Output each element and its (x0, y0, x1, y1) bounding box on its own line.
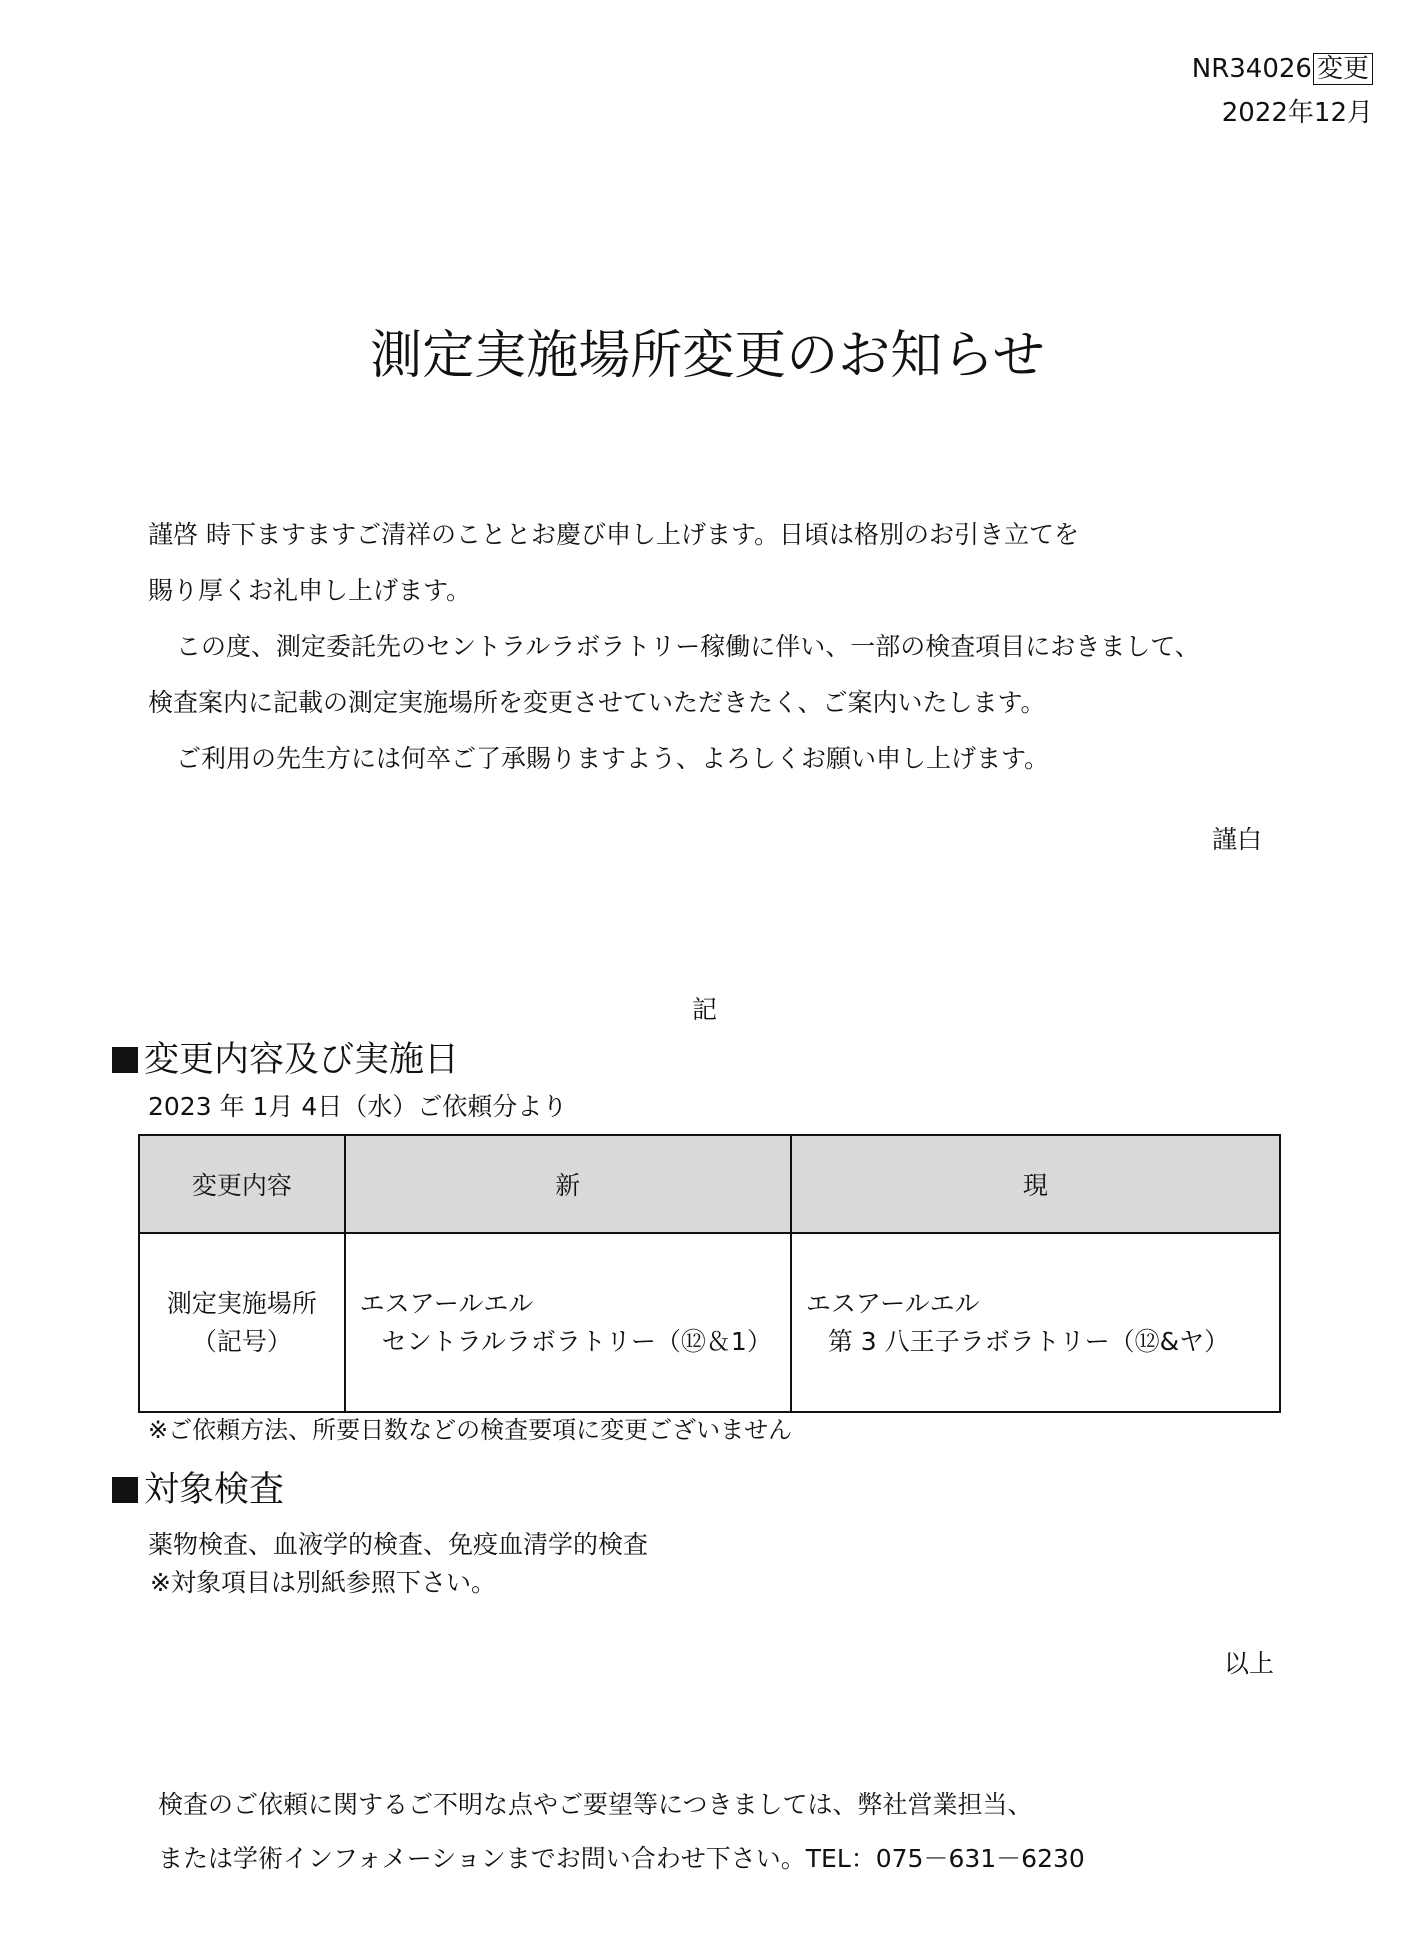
header-current: 現 (791, 1135, 1280, 1233)
header-change-content: 変更内容 (139, 1135, 345, 1233)
section-target-heading-text: 対象検査 (144, 1470, 285, 1510)
table-row (139, 1233, 1280, 1412)
ki-marker: 記 (692, 995, 718, 1024)
row-label (139, 1233, 345, 1412)
page-title: 測定実施場所変更のお知らせ (370, 326, 1045, 386)
new-location-cell (345, 1233, 791, 1412)
square-bullet-icon (112, 1047, 138, 1073)
section-change-heading-text: 変更内容及び実施日 (144, 1040, 460, 1080)
row-label-line-2: （記号） (191, 1326, 292, 1356)
target-tests: 薬物検査、血液学的検査、免疫血清学的検査 (148, 1530, 649, 1559)
table-header-row (139, 1135, 1280, 1233)
new-location-lab: セントラルラボラトリー（⑫＆1） (381, 1326, 772, 1356)
notice-line-2: 検査案内に記載の測定実施場所を変更させていただきたく、ご案内いたします。 (148, 688, 1046, 717)
document-date: 2022年12月 (1221, 98, 1373, 128)
contact-line-2: または学術インフォメーションまでお問い合わせ下さい。TEL：075－631－6230 (158, 1844, 1085, 1873)
square-bullet-icon (112, 1477, 138, 1503)
document-number (1192, 52, 1373, 86)
current-location-lab: 第 3 八王子ラボラトリー（⑫&ヤ） (827, 1326, 1230, 1356)
current-location-cell (791, 1233, 1280, 1412)
greeting-line-2: 賜り厚くお礼申し上げます。 (148, 576, 472, 605)
closing-ijou: 以上 (1224, 1649, 1275, 1678)
contact-line-1: 検査のご依頼に関するご不明な点やご要望等につきましては、弊社営業担当、 (158, 1790, 1033, 1819)
table-note: ※ご依頼方法、所要日数などの検査要項に変更ございません (148, 1416, 793, 1444)
new-location-company: エスアールエル (359, 1288, 534, 1318)
header-new: 新 (345, 1135, 791, 1233)
effective-date: 2023 年 1月 4日（水）ご依頼分より (148, 1092, 568, 1121)
closing-kinpaku: 謹白 (1212, 825, 1263, 854)
target-tests-note: ※対象項目は別紙参照下さい。 (150, 1568, 496, 1597)
request-line: ご利用の先生方には何卒ご了承賜りますよう、よろしくお願い申し上げます。 (176, 744, 1050, 773)
section-change-heading (112, 1038, 459, 1082)
change-table (138, 1134, 1281, 1413)
greeting-line-1: 謹啓 時下ますますご清祥のこととお慶び申し上げます。日頃は格別のお引き立てを (148, 520, 1079, 549)
section-target-heading (112, 1468, 284, 1512)
notice-line-1: この度、測定委託先のセントラルラボラトリー稼働に伴い、一部の検査項目におきまして、 (176, 632, 1200, 661)
current-location-company: エスアールエル (805, 1288, 980, 1318)
row-label-line-1: 測定実施場所 (166, 1288, 317, 1318)
document-code: NR34026 (1191, 54, 1312, 84)
revision-tag: 変更 (1313, 53, 1373, 85)
